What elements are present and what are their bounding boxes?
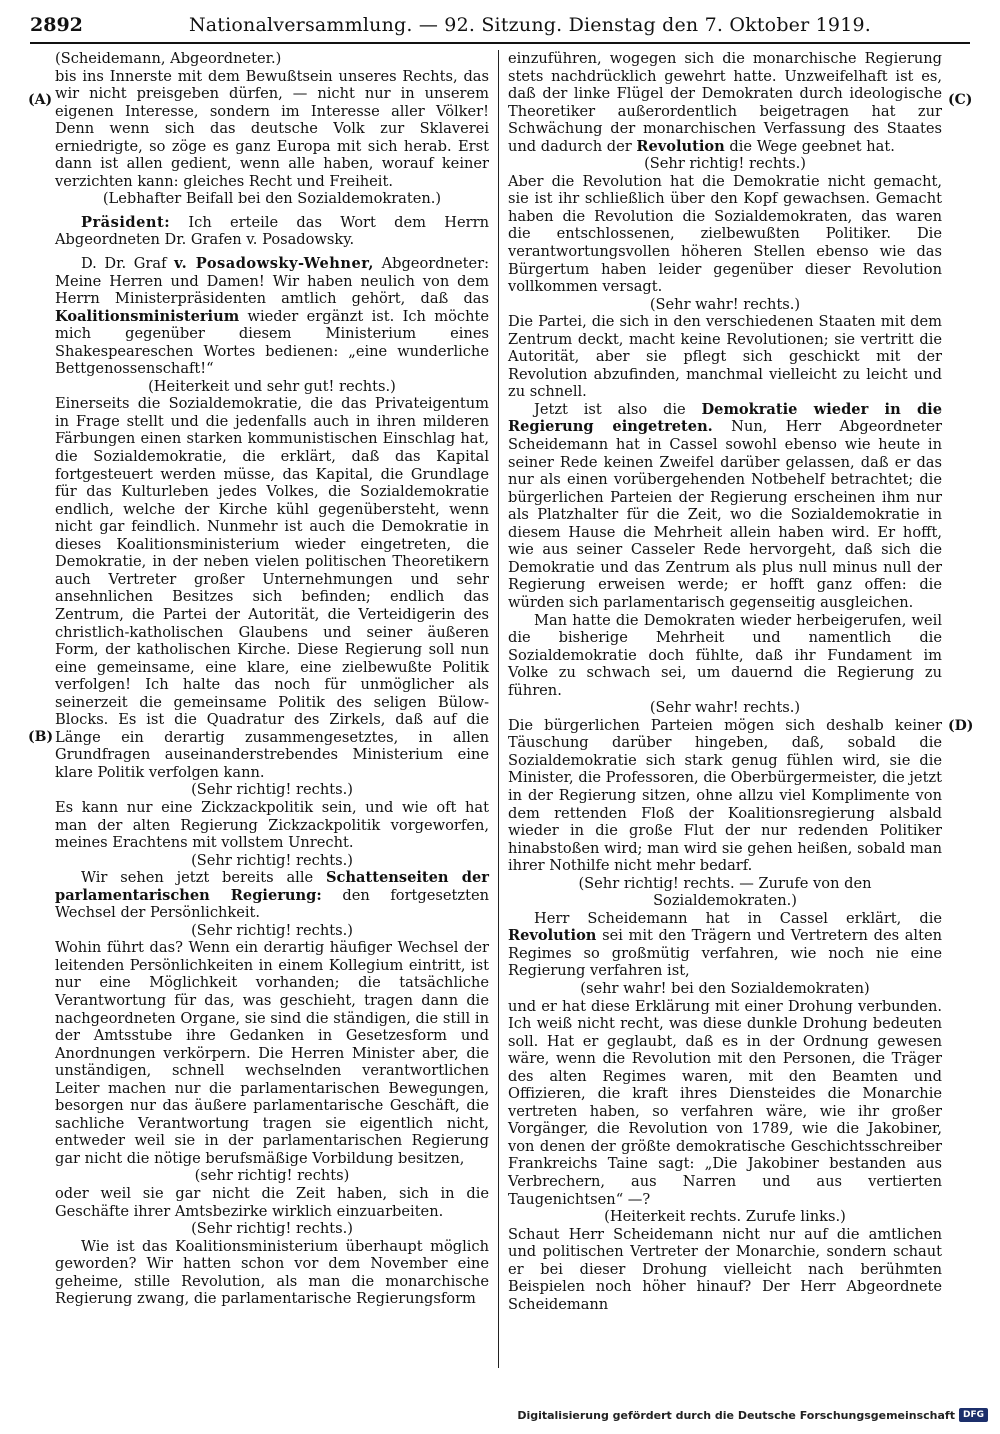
- reaction: (Sehr wahr! rechts.): [649, 295, 801, 313]
- paragraph: Es kann nur eine Zickzackpolitik sein, und wie oft hat man der alten Regierung Zickzackpolitik vorgeworfen, meines Erachtens mit vollstem Unrecht.: [55, 798, 489, 852]
- reaction: (Heiterkeit und sehr gut! rechts.): [148, 377, 396, 395]
- emphasis: Schattenseiten der parlamentarischen Regierung:: [55, 869, 489, 904]
- column-divider: [498, 50, 499, 1368]
- paragraph: Einerseits die Sozialdemokratie, die das Privateigentum in Frage stellt und die jedenfalls auch in ihren milderen Färbungen einen starken kommunistischen Einschlag hat, die Sozialdemokratie, die erklärt, daß das Kapital fortgesteuert werden müsse, das Kapital, die Grundlage für das Kulturleben jedes Volkes, die Sozialdemokratie endlich, welche der Kirche kühl gegenübersteht, wenn nicht gar feindlich. Nunmehr ist auch die Demokratie in dieses Koalitionsministerium wieder eingetreten, die Demokratie, in der neben vielen politischen Theoretikern auch Vertreter großer Unternehmungen und sehr ansehnlichen Besitzes sich befinden; endlich das Zentrum, die Partei der Autorität, die Verteidigerin des christlich-katholischen Glaubens und seiner äußeren Form, der katholischen Kirche. Diese Regierung soll nun eine gemeinsame, eine klare, eine zielbewußte Politik verfolgen! Ich halte das noch für unmöglicher als seinerzeit die gemeinsame Politik des seligen Bülow-Blocks. Es ist die Quadratur des Zirkels, daß auf die Länge ein derartig zusammengesetztes, in allen Grundfragen auseinanderstrebendes Ministerium eine klare Politik verfolgen kann.: [55, 395, 489, 781]
- emphasis: Revolution: [508, 927, 597, 945]
- paragraph: Schaut Herr Scheidemann nicht nur auf die amtlichen und politischen Vertreter der Monarchie, sondern schaut er bei dieser Drohung vielleicht nach berühmten Beispielen noch höher hinauf? Der Herr Abgeordnete Scheidemann: [508, 1225, 942, 1313]
- paragraph: bis ins Innerste mit dem Bewußtsein unseres Rechts, das wir nicht preisgeben dürfen, — nicht nur in unserem eigenen Interesse, sondern im Interesse aller Völker! Denn wenn sich das deutsche Volk zur Sklaverei erniedrigte, so zöge es ganz Europa mit sich herab. Erst dann ist allen gedient, wenn alle haben, worauf keiner verzichten kann: gleiches Recht und Freiheit.: [55, 67, 489, 190]
- text: Jetzt ist also die: [534, 400, 702, 418]
- paragraph: [508, 50, 942, 155]
- right-column: [508, 50, 942, 1313]
- paragraph: Wohin führt das? Wenn ein derartig häufiger Wechsel der leitenden Persönlichkeiten in einem Kollegium eintritt, ist nur eine Möglichkeit vorhanden; die tatsächliche Verantwortung für das, was geschieht, tragen dann die nachgeordneten Organe, sie sind die ständigen, die still in der Amtsstube ihre Gedanken in Gesetzesform und Anordnungen verkörpern. Die Herren Minister aber, die unständigen, schnell wechselnden verantwortlichen Leiter machen nur die parlamentarischen Bewegungen, besorgen nur das äußere parlamentarische Geschäft, die sachliche Verantwortung tragen sie eigentlich nicht, entweder weil sie in der parlamentarischen Regierung gar nicht die nötige berufsmäßige Vorbildung besitzen,: [55, 939, 489, 1167]
- left-column: [55, 50, 489, 1308]
- page-number: 2892: [30, 14, 83, 36]
- reaction: (Sehr richtig! rechts.): [644, 155, 806, 173]
- header-rule: [30, 42, 970, 44]
- speaker-title: D. Dr. Graf: [81, 255, 175, 273]
- text: Herr Scheidemann hat in Cassel erklärt, die: [534, 909, 942, 927]
- reaction: (Sehr richtig! rechts. — Zurufe von den Sozialdemokraten.): [578, 874, 872, 910]
- paragraph: Die Partei, die sich in den verschiedenen Staaten mit dem Zentrum deckt, macht keine Revolutionen; sie vertritt die Autorität, aber sie pflegt sich geschickt mit der Revolution abzufinden, manchmal vielleicht zu leicht und zu schnell.: [508, 313, 942, 401]
- reaction: (Sehr richtig! rechts.): [191, 1220, 353, 1238]
- reaction: (Lebhafter Beifall bei den Sozialdemokraten.): [102, 190, 442, 208]
- margin-marker-b: (B): [28, 729, 54, 745]
- paragraph: und er hat diese Erklärung mit einer Drohung verbunden. Ich weiß nicht recht, was diese dunkle Drohung bedeuten soll. Hat er geglaubt, daß es in der Ordnung gewesen wäre, wenn die Revolution mit den Personen, die Träger des alten Regimes waren, mit den Beamten und Offizieren, die kraft ihres Diensteides die Monarchie vertreten haben, so verfahren wäre, wie ihr großer Vorgänger, die Revolution von 1789, wie die Jakobiner, von denen der größte demokratische Geschichtsschreiber Frankreichs Taine sagt: „Die Jakobiner bestanden aus Verbrechern, aus Narren und aus vertierten Taugenichtsen“ —?: [508, 997, 942, 1208]
- dfg-logo: DFG: [959, 1408, 988, 1422]
- margin-marker-a: (A): [28, 92, 53, 108]
- emphasis: Revolution: [636, 137, 725, 155]
- margin-marker-c: (C): [948, 92, 973, 108]
- page-header: [30, 12, 970, 42]
- paragraph: [508, 910, 942, 980]
- digitization-credit: [517, 1408, 988, 1422]
- reaction: (Sehr richtig! rechts.): [191, 851, 353, 869]
- reaction: (sehr richtig! rechts): [194, 1167, 350, 1185]
- paragraph: [508, 401, 942, 612]
- president-text: Ich erteile das Wort dem Herrn Abgeordneten Dr. Grafen v. Posadowsky.: [55, 213, 489, 249]
- text: den fortgesetzten Wechsel der Persönlichkeit.: [55, 886, 489, 922]
- emphasis: Koalitionsministerium: [55, 307, 240, 325]
- margin-marker-d: (D): [948, 718, 974, 734]
- president-statement: [55, 214, 489, 249]
- credit-text: Digitalisierung gefördert durch die Deutsche Forschungsgemeinschaft: [517, 1408, 955, 1422]
- paragraph: [55, 869, 489, 922]
- reaction: (Heiterkeit rechts. Zurufe links.): [604, 1208, 846, 1226]
- running-title: Nationalversammlung. — 92. Sitzung. Dienstag den 7. Oktober 1919.: [188, 14, 872, 36]
- text: Nun, Herr Abgeordneter Scheidemann hat in Cassel sowohl ebenso wie heute in seiner Rede keinen Zweifel darüber gelassen, daß er das nur als einen vorübergehenden Notbehelf betrachtet; die bürgerlichen Parteien der Regierung erscheinen ihm nur als Platzhalter für die Zeit, wo die Sozialdemokratie in diesem Hause die Mehrheit allein haben wird. Er hofft, wie aus seiner Casseler Rede hervorgeht, daß sich die Demokratie und das Zentrum als plus null minus null der Regierung erweisen werde; er hofft ganz offen: die würden sich parlamentarisch gegenseitig ausgleichen.: [508, 418, 942, 611]
- text: einzuführen, wogegen sich die monarchische Regierung stets nachdrücklich gewehrt hatte. Unzweifelhaft ist es, daß der linke Flügel der Demokraten durch ideologische Theoretiker außerordentlich beigetragen hat zur Schwächung der monarchischen Verfassung des Staates und dadurch der: [508, 50, 942, 155]
- paragraph: Man hatte die Demokraten wieder herbeigerufen, weil die bisherige Mehrheit und namentlich die Sozialdemokratie doch fühlte, daß ihr Fundament im Volke zu schwach sei, um dauernd die Regierung zu führen.: [508, 611, 942, 699]
- paragraph: Aber die Revolution hat die Demokratie nicht gemacht, sie ist ihr schließlich über den Kopf gewachsen. Gemacht haben die Revolution die Sozialdemokraten, das waren die entschlossenen, zielbewußten Politiker. Die verantwortungsvollen höheren Stellen ebenso wie das Bürgertum haben leider gegenüber dieser Revolution vollkommen versagt.: [508, 172, 942, 296]
- paragraph: oder weil sie gar nicht die Zeit haben, sich in die Geschäfte ihrer Amtsbezirke wirklich einzuarbeiten.: [55, 1185, 489, 1220]
- speech-opening: [55, 255, 489, 378]
- text: Wir sehen jetzt bereits alle: [81, 869, 326, 887]
- text: die Wege geebnet hat.: [724, 137, 895, 155]
- paragraph: Wie ist das Koalitionsministerium überhaupt möglich geworden? Wir hatten schon vor dem November eine geheime, stille Revolution, als man die monarchische Regierung zwang, die parlamentarische Regierungsform: [55, 1237, 489, 1308]
- reaction: (Sehr richtig! rechts.): [191, 781, 353, 799]
- speech-text: Abgeordneter: Meine Herren und Damen! Wir haben neulich von dem Herrn Ministerpräsidenten amtlich gehört, daß das: [55, 255, 489, 308]
- text: sei mit den Trägern und Vertretern des alten Regimes so großmütig verfahren, wie noch nie eine Regierung verfahren ist,: [508, 927, 942, 980]
- emphasis: Demokratie wieder in die Regierung eingetreten.: [508, 400, 942, 436]
- president-label: Präsident:: [81, 213, 171, 231]
- speaker-tag: (Scheidemann, Abgeordneter.): [55, 50, 282, 67]
- speaker-name: v. Posadowsky-Wehner,: [174, 255, 374, 273]
- reaction: (Sehr wahr! rechts.): [649, 699, 801, 717]
- reaction: (sehr wahr! bei den Sozialdemokraten): [580, 979, 870, 997]
- reaction: (Sehr richtig! rechts.): [191, 921, 353, 939]
- speech-text: wieder ergänzt ist. Ich möchte mich gegenüber diesem Ministerium eines Shakespeareschen Wortes bedienen: „eine wunderliche Bettgenossenschaft!“: [55, 307, 489, 378]
- paragraph: Die bürgerlichen Parteien mögen sich deshalb keiner Täuschung darüber hingeben, daß, sobald die Sozialdemokratie sich stark genug fühlen wird, sie die Minister, die Professoren, die Oberbürgermeister, die jetzt in der Regierung sitzen, ohne allzu viel Komplimente von dem rettenden Floß der Koalitionsregierung alsbald wieder in die große Flut der nur redenden Politiker hinabstoßen wird; man wird sie gehen heißen, sobald man ihrer Nothilfe nicht mehr bedarf.: [508, 716, 942, 875]
